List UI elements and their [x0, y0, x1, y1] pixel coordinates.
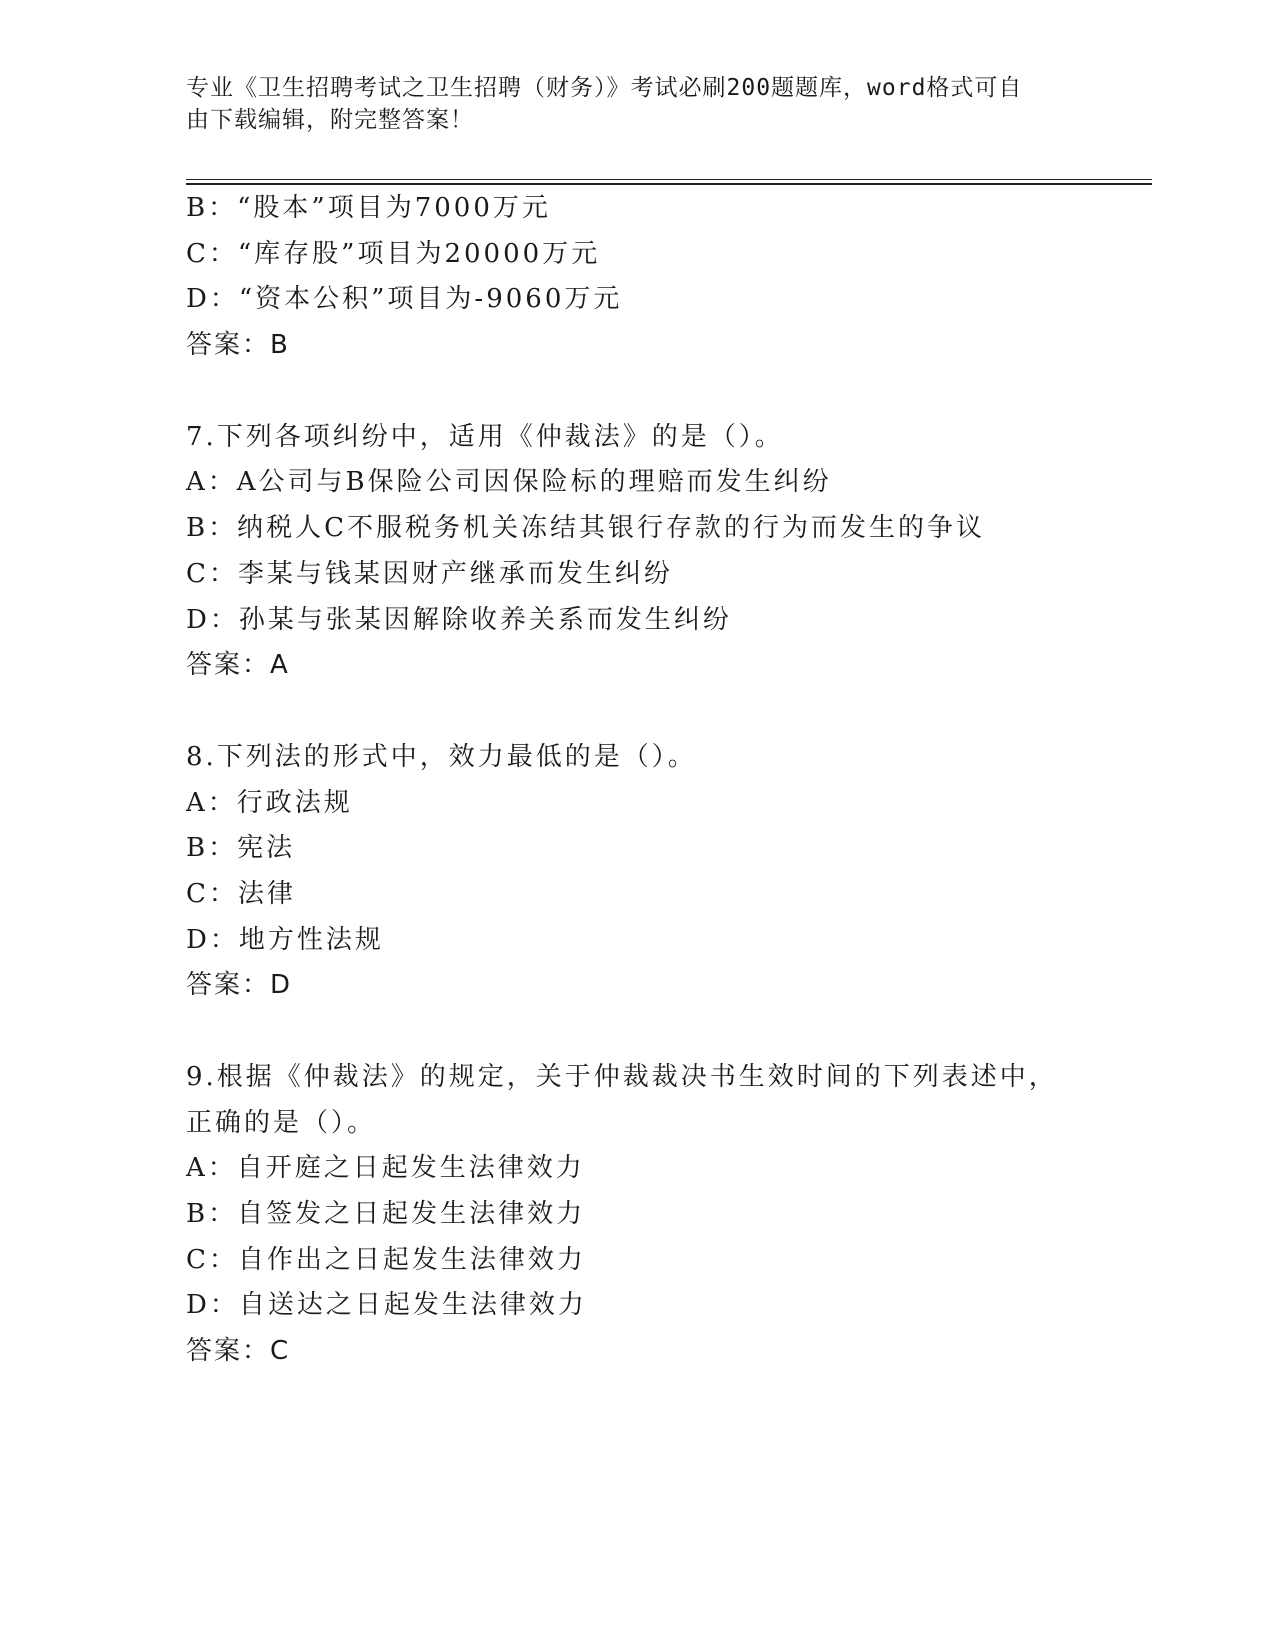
question-stem-line-2: 正确的是（）。 — [186, 1107, 377, 1138]
option-d: D：“资本公积”项目为-9060万元 — [186, 284, 623, 315]
question-prev — [186, 186, 1146, 369]
question-8 — [186, 735, 1146, 1009]
option-b: B：纳税人C不服税务机关冻结其银行存款的行为而发生的争议 — [186, 513, 986, 544]
header-line-1: 专业《卫生招聘考试之卫生招聘（财务）》考试必刷200题题库，word格式可自 — [186, 75, 1023, 101]
option-a: A：A公司与B保险公司因保险标的理赔而发生纠纷 — [186, 467, 832, 498]
option-d: D：地方性法规 — [186, 924, 384, 955]
option-c: C：“库存股”项目为20000万元 — [186, 238, 601, 269]
option-d: D：孙某与张某因解除收养关系而发生纠纷 — [186, 604, 732, 635]
option-c: C：法律 — [186, 878, 296, 909]
question-list — [186, 186, 1146, 1375]
question-stem: 8.下列法的形式中，效力最低的是（）。 — [186, 741, 697, 772]
header-divider-thick — [186, 183, 1152, 185]
option-b: B：宪法 — [186, 833, 296, 864]
answer-label: 答案：D — [186, 970, 293, 1001]
question-9 — [186, 1055, 1146, 1375]
option-c: C：自作出之日起发生法律效力 — [186, 1244, 586, 1275]
option-b: B：“股本”项目为7000万元 — [186, 193, 551, 223]
option-d: D：自送达之日起发生法律效力 — [186, 1290, 587, 1321]
header-line-2: 由下载编辑，附完整答案！ — [186, 107, 474, 133]
answer-label: 答案：A — [186, 650, 290, 681]
option-c: C：李某与钱某因财产继承而发生纠纷 — [186, 558, 673, 589]
question-7 — [186, 415, 1146, 689]
option-b: B：自签发之日起发生法律效力 — [186, 1199, 586, 1230]
question-stem: 7.下列各项纠纷中，适用《仲裁法》的是（）。 — [186, 421, 784, 452]
answer-label: 答案：C — [186, 1336, 291, 1367]
option-a: A：自开庭之日起发生法律效力 — [186, 1153, 585, 1184]
document-header — [186, 72, 1086, 136]
header-divider-thin — [186, 179, 1152, 180]
answer-label: 答案：B — [186, 330, 290, 361]
option-a: A：行政法规 — [186, 787, 353, 818]
question-stem-line-1: 9.根据《仲裁法》的规定，关于仲裁裁决书生效时间的下列表述中， — [186, 1062, 1058, 1092]
